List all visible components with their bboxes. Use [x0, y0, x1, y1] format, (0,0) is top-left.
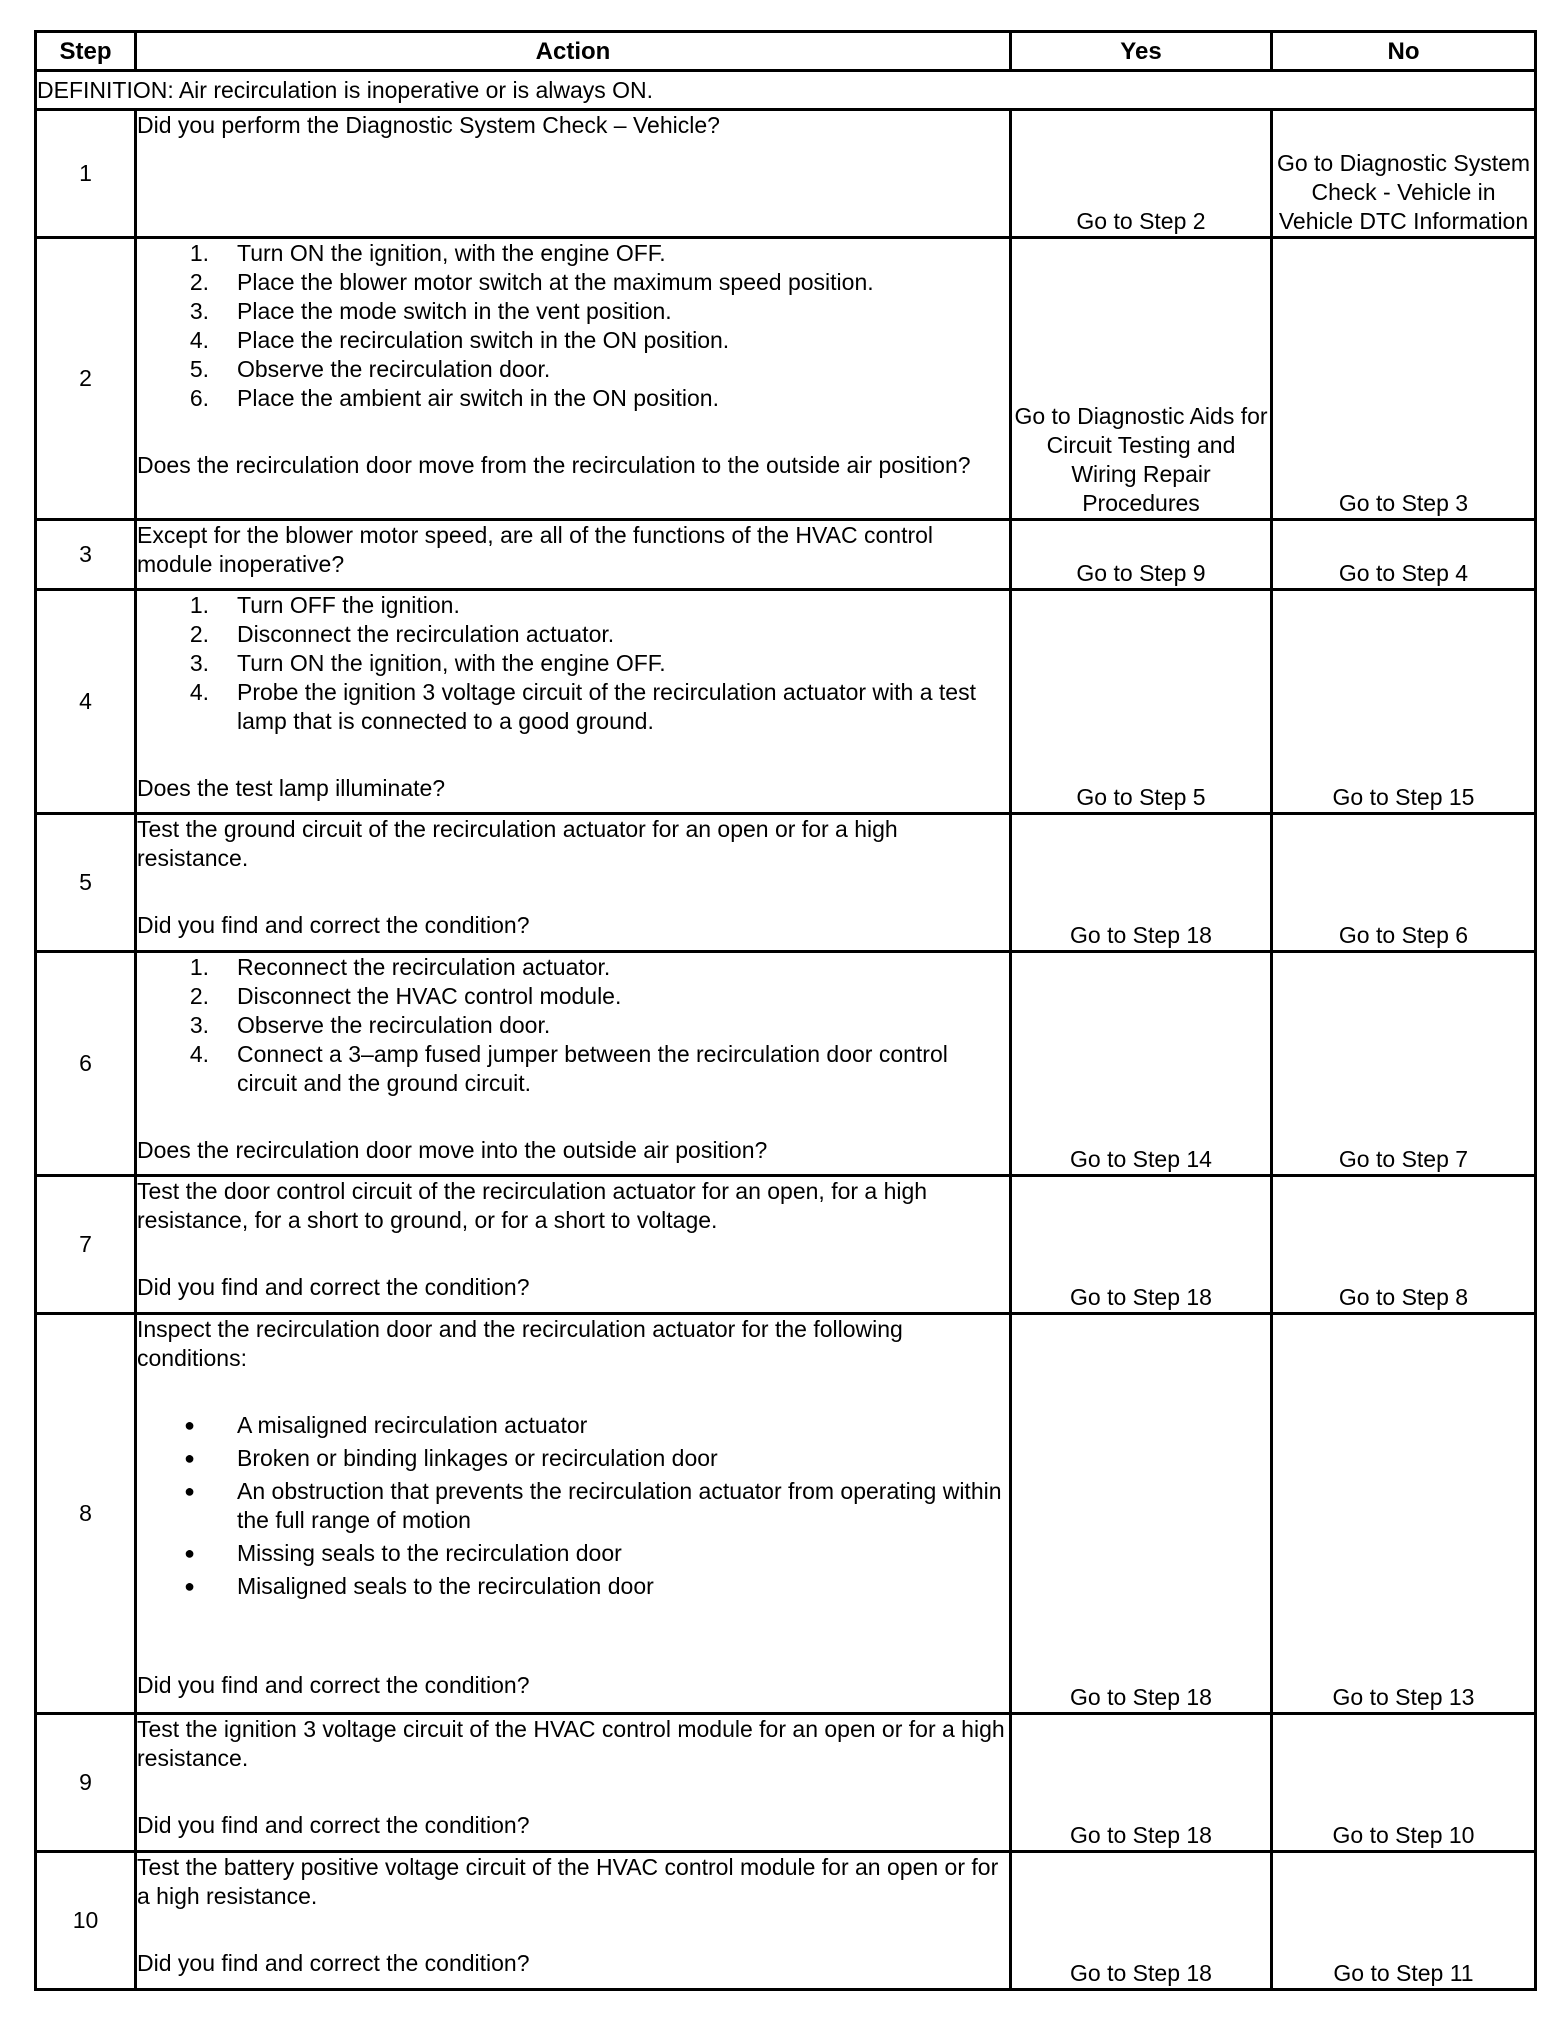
step-number: 8 — [36, 1314, 136, 1714]
action-instruction: Test the door control circuit of the recirculation actuator for an open, for a high resistance, for a short to ground, or for a short to voltage. — [137, 1178, 928, 1233]
action-cell — [136, 1852, 1011, 1990]
table-row — [36, 520, 1536, 590]
yes-cell: Go to Step 2 — [1011, 110, 1272, 238]
yes-cell: Go to Step 5 — [1011, 590, 1272, 814]
action-cell — [136, 520, 1011, 590]
list-item: 4. Place the recirculation switch in the ON position. — [189, 327, 730, 353]
step-number: 5 — [36, 814, 136, 952]
action-cell — [136, 1714, 1011, 1852]
yes-cell: Go to Step 18 — [1011, 1314, 1272, 1714]
action-question: Except for the blower motor speed, are all of the functions of the HVAC control module inoperative? — [137, 522, 934, 577]
yes-cell: Go to Diagnostic Aids for Circuit Testing and Wiring Repair Procedures — [1011, 238, 1272, 520]
no-cell: Go to Step 3 — [1272, 238, 1536, 520]
table-row — [36, 238, 1536, 520]
no-cell: Go to Step 13 — [1272, 1314, 1536, 1714]
list-item: 2. Disconnect the recirculation actuator. — [189, 621, 615, 647]
yes-cell: Go to Step 9 — [1011, 520, 1272, 590]
list-item: 4. Probe the ignition 3 voltage circuit of the recirculation actuator with a test lamp that is connected to a good ground. — [189, 679, 976, 734]
action-instruction: Test the ignition 3 voltage circuit of the HVAC control module for an open or for a high resistance. — [137, 1716, 1005, 1771]
step-number: 1 — [36, 110, 136, 238]
action-question: Does the test lamp illuminate? — [137, 775, 446, 801]
no-cell: Go to Step 8 — [1272, 1176, 1536, 1314]
step-number: 9 — [36, 1714, 136, 1852]
table-row — [36, 1176, 1536, 1314]
action-question: Does the recirculation door move into the outside air position? — [137, 1137, 768, 1163]
action-cell — [136, 590, 1011, 814]
no-cell: Go to Step 15 — [1272, 590, 1536, 814]
step-number: 4 — [36, 590, 136, 814]
action-question: Did you find and correct the condition? — [137, 1274, 530, 1300]
step-number: 10 — [36, 1852, 136, 1990]
list-item: ● A misaligned recirculation actuator — [184, 1412, 588, 1438]
action-cell — [136, 1176, 1011, 1314]
table-row — [36, 110, 1536, 238]
procedure-list — [137, 239, 1009, 413]
action-question: Did you find and correct the condition? — [137, 1950, 530, 1976]
table-row — [36, 952, 1536, 1176]
header-action: Action — [136, 32, 1011, 71]
list-item: 3. Turn ON the ignition, with the engine OFF. — [189, 650, 666, 676]
yes-cell: Go to Step 18 — [1011, 814, 1272, 952]
list-item: 6. Place the ambient air switch in the ON position. — [189, 385, 719, 411]
table-row — [36, 1852, 1536, 1990]
action-instruction: Inspect the recirculation door and the recirculation actuator for the following conditions: — [137, 1316, 903, 1371]
list-item: 1. Turn OFF the ignition. — [189, 592, 460, 618]
list-item: 1. Turn ON the ignition, with the engine OFF. — [189, 240, 666, 266]
table-row — [36, 814, 1536, 952]
procedure-list — [137, 953, 1009, 1098]
table-row — [36, 1714, 1536, 1852]
definition-row — [36, 71, 1536, 110]
yes-cell: Go to Step 18 — [1011, 1714, 1272, 1852]
yes-cell: Go to Step 14 — [1011, 952, 1272, 1176]
definition-text: DEFINITION: Air recirculation is inoperative or is always ON. — [36, 71, 1536, 110]
conditions-list — [137, 1411, 1009, 1601]
action-question: Did you find and correct the condition? — [137, 912, 530, 938]
step-number: 6 — [36, 952, 136, 1176]
list-item: 1. Reconnect the recirculation actuator. — [189, 954, 611, 980]
step-number: 7 — [36, 1176, 136, 1314]
yes-cell: Go to Step 18 — [1011, 1176, 1272, 1314]
list-item: 4. Connect a 3–amp fused jumper between the recirculation door control circuit and the ground circuit. — [189, 1041, 948, 1096]
header-row — [36, 32, 1536, 71]
list-item: 5. Observe the recirculation door. — [189, 356, 551, 382]
action-cell — [136, 238, 1011, 520]
yes-cell: Go to Step 18 — [1011, 1852, 1272, 1990]
no-cell: Go to Diagnostic System Check - Vehicle in Vehicle DTC Information — [1272, 110, 1536, 238]
list-item: 2. Disconnect the HVAC control module. — [189, 983, 622, 1009]
list-item: ● Broken or binding linkages or recirculation door — [184, 1445, 718, 1471]
action-instruction: Test the battery positive voltage circuit of the HVAC control module for an open or for a high resistance. — [137, 1854, 999, 1909]
diagnostic-table — [34, 30, 1537, 1991]
no-cell: Go to Step 4 — [1272, 520, 1536, 590]
table-row — [36, 1314, 1536, 1714]
no-cell: Go to Step 10 — [1272, 1714, 1536, 1852]
action-instruction: Test the ground circuit of the recirculation actuator for an open or for a high resistance. — [137, 816, 898, 871]
action-cell — [136, 952, 1011, 1176]
action-question: Did you perform the Diagnostic System Check – Vehicle? — [137, 112, 720, 138]
action-cell — [136, 1314, 1011, 1714]
list-item: 3. Place the mode switch in the vent position. — [189, 298, 672, 324]
step-number: 2 — [36, 238, 136, 520]
action-question: Did you find and correct the condition? — [137, 1812, 530, 1838]
list-item: 3. Observe the recirculation door. — [189, 1012, 551, 1038]
list-item: ● Missing seals to the recirculation door — [184, 1540, 622, 1566]
action-question: Did you find and correct the condition? — [137, 1672, 530, 1698]
no-cell: Go to Step 7 — [1272, 952, 1536, 1176]
step-number: 3 — [36, 520, 136, 590]
list-item: ● An obstruction that prevents the recirculation actuator from operating within the full range of motion — [184, 1478, 1002, 1533]
action-cell — [136, 110, 1011, 238]
header-no: No — [1272, 32, 1536, 71]
no-cell: Go to Step 11 — [1272, 1852, 1536, 1990]
action-question: Does the recirculation door move from the recirculation to the outside air position? — [137, 452, 971, 478]
list-item: ● Misaligned seals to the recirculation door — [184, 1573, 654, 1599]
action-cell — [136, 814, 1011, 952]
procedure-list — [137, 591, 1009, 736]
table-row — [36, 590, 1536, 814]
header-step: Step — [36, 32, 136, 71]
header-yes: Yes — [1011, 32, 1272, 71]
no-cell: Go to Step 6 — [1272, 814, 1536, 952]
list-item: 2. Place the blower motor switch at the maximum speed position. — [189, 269, 874, 295]
